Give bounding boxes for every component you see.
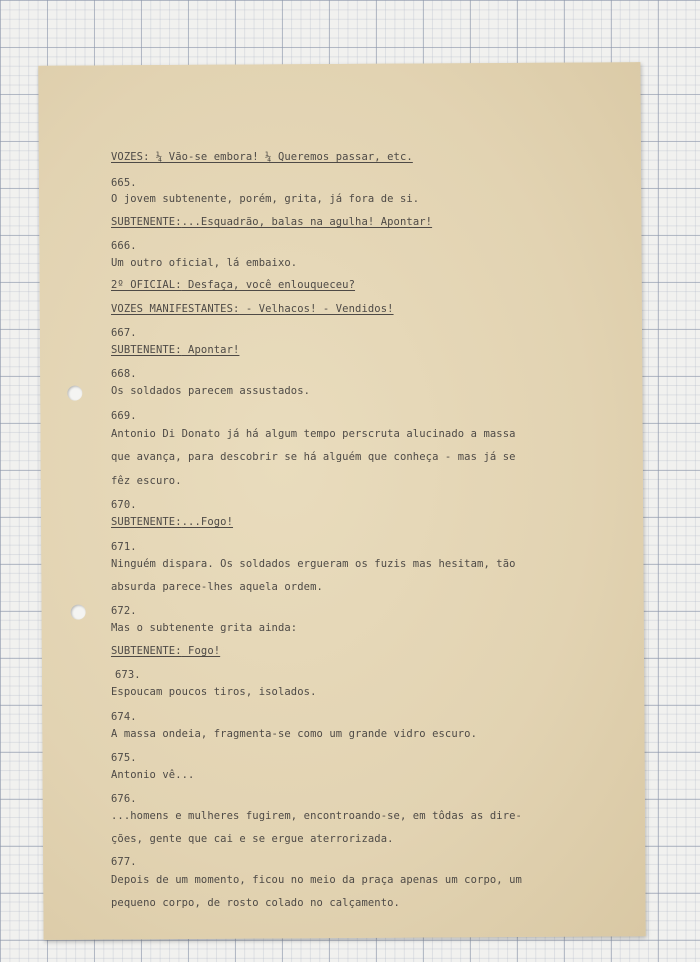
speaker-label: VOZES:: [111, 151, 150, 163]
dialogue-text: Fogo!: [181, 645, 221, 657]
scene-description: Depois de um momento, ficou no meio da praça apenas um corpo, um: [111, 874, 522, 886]
speaker-label: SUBTENENTE:: [111, 645, 182, 657]
dialogue-text: - Velhacos! - Vendidos!: [239, 303, 394, 315]
dialogue-line: [111, 516, 233, 529]
scene-number: 673.: [115, 669, 141, 681]
scene-number: 669.: [111, 410, 137, 422]
scene-number: 668.: [111, 368, 137, 380]
scene-number: 666.: [111, 240, 137, 252]
dialogue-text: ¼ Vão-se embora! ¼ Queremos passar, etc.: [149, 151, 413, 163]
scene-description: A massa ondeia, fragmenta-se como um grande vidro escuro.: [111, 728, 478, 740]
scene-number: 667.: [111, 327, 137, 339]
scene-description: ...homens e mulheres fugirem, encontroando-se, em tôdas as dire-: [111, 810, 522, 822]
dialogue-line: [111, 279, 355, 292]
punch-hole-top: [67, 386, 82, 401]
dialogue-text: ...Esquadrão, balas na agulha! Apontar!: [181, 216, 433, 228]
speaker-label: SUBTENENTE:: [111, 516, 182, 528]
dialogue-line: [111, 344, 239, 357]
scene-description: Antonio Di Donato já há algum tempo perscruta alucinado a massa: [111, 428, 516, 440]
scene-number: 677.: [111, 856, 137, 868]
dialogue-text: Apontar!: [181, 344, 240, 356]
scene-description: absurda parece-lhes aquela ordem.: [111, 581, 323, 593]
scene-description: Ninguém dispara. Os soldados ergueram os fuzis mas hesitam, tão: [111, 558, 516, 570]
speaker-label: VOZES MANIFESTANTES:: [111, 303, 240, 315]
scene-number: 665.: [111, 177, 137, 189]
scene-number: 672.: [111, 605, 137, 617]
dialogue-line: [111, 303, 394, 316]
dialogue-text: Desfaça, você enlouqueceu?: [181, 279, 356, 291]
dialogue-text: ...Fogo!: [181, 516, 234, 528]
scene-description: Um outro oficial, lá embaixo.: [111, 257, 298, 269]
scene-description: ções, gente que cai e se ergue aterrorizada.: [111, 833, 394, 845]
scene-description: que avança, para descobrir se há alguém que conheça - mas já se: [111, 451, 516, 463]
dialogue-line: [111, 216, 432, 229]
scene-number: 675.: [111, 752, 137, 764]
scene-description: Os soldados parecem assustados.: [111, 385, 311, 397]
scene-number: 674.: [111, 711, 137, 723]
scene-number: 671.: [111, 541, 137, 553]
speaker-label: SUBTENENTE:: [111, 344, 182, 356]
dialogue-line: [111, 151, 413, 164]
scene-description: Espoucam poucos tiros, isolados.: [111, 686, 317, 698]
scene-number: 676.: [111, 793, 137, 805]
dialogue-line: [111, 645, 220, 658]
scene-number: 670.: [111, 499, 137, 511]
scene-description: Mas o subtenente grita ainda:: [111, 622, 298, 634]
scene-description: fêz escuro.: [111, 475, 182, 487]
speaker-label: SUBTENENTE:: [111, 216, 182, 228]
speaker-label: 2º OFICIAL:: [111, 279, 182, 291]
scene-description: O jovem subtenente, porém, grita, já fora de si.: [111, 193, 420, 205]
punch-hole-bottom: [71, 605, 86, 620]
scene-description: Antonio vê...: [111, 769, 195, 781]
scene-description: pequeno corpo, de rosto colado no calçamento.: [111, 897, 400, 909]
